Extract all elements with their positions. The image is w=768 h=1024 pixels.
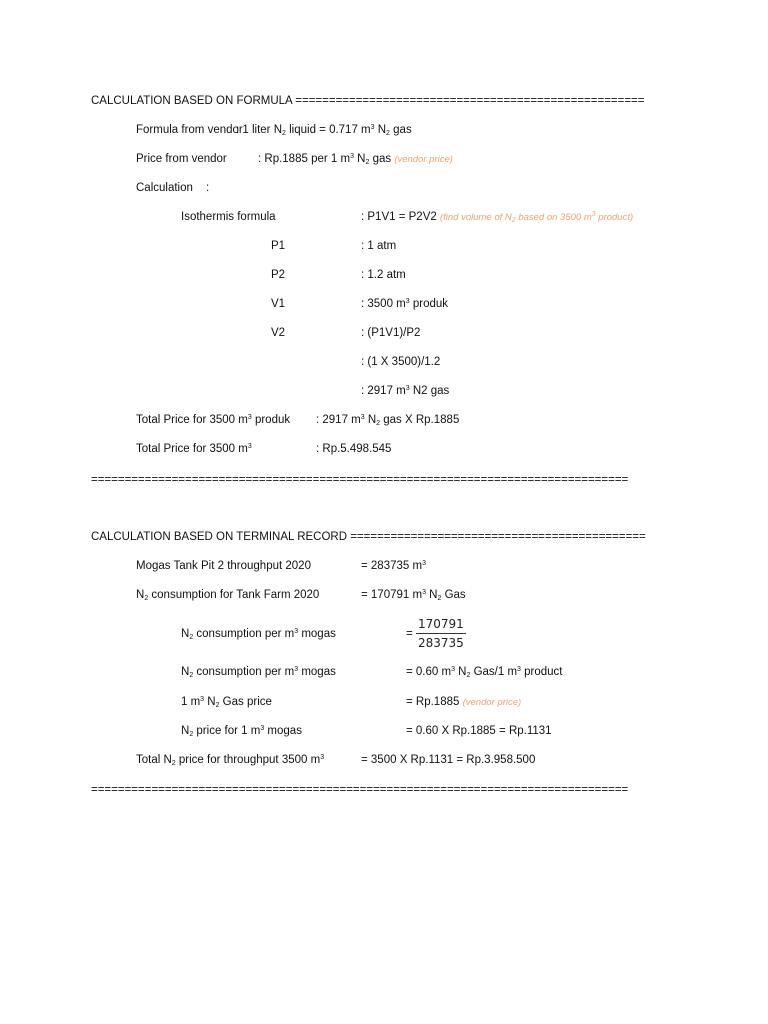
calculation-colon: : (206, 182, 210, 194)
isothermis-label: Isothermis formula (181, 211, 276, 223)
total-price-label: Total Price for 3500 $m^3$ (136, 443, 252, 455)
section1-separator: ================================================================================ (91, 474, 629, 486)
n2-consumption-value: = 170791 $m^3$ $N_2$ Gas (361, 589, 466, 602)
n2-per-mogas-label-2: $N_2$ consumption per $m^3$ mogas (181, 666, 336, 679)
calculation-label: Calculation (136, 182, 193, 194)
total-n2-price-value: = 3500 X Rp.1131 = Rp.3.958.500 (361, 754, 536, 766)
total-price-produk-value: : 2917 $m^3$ $N_2$ gas X Rp.1885 (316, 414, 460, 427)
isothermis-note: (find volume of $N_2$ based on 3500 $m^3$ product) (439, 211, 634, 224)
n2-per-mogas-value: = 0.60 $m^3$ $N_2$ Gas/1 $m^3$ product (406, 666, 563, 679)
gas-price-label: 1 $m^3$ $N_2$ Gas price (181, 696, 272, 709)
vendor-price-note: (vendor price) (394, 154, 453, 165)
total-n2-price-label: Total $N_2$ price for throughput 3500 $m^3$ (136, 754, 325, 767)
n2-per-mogas-eq: = (406, 628, 413, 640)
v2-value: : (P1V1)/P2 (361, 327, 421, 339)
n2-per-mogas-label: $N_2$ consumption per $m^3$ mogas (181, 628, 336, 641)
fraction-denominator: 283735 (418, 636, 464, 650)
total-price-value: : Rp.5.498.545 (316, 443, 392, 455)
p1-value: : 1 atm (361, 240, 397, 252)
mogas-throughput-label: Mogas Tank Pit 2 throughput 2020 (136, 560, 311, 572)
v1-label: V1 (271, 298, 286, 310)
formula-value: : 1 liter $N_2$ liquid = 0.717 $m^3$ $N_2$ gas (236, 124, 412, 137)
v1-value: : 3500 $m^3$ produk (361, 298, 449, 310)
fraction-numerator: 170791 (416, 617, 466, 634)
section1-header: CALCULATION BASED ON FORMULA ==================================================== (91, 95, 645, 107)
gas-price-note: (vendor price) (462, 697, 522, 708)
p2-value: : 1.2 atm (361, 269, 406, 281)
formula-label: Formula from vendor (136, 124, 243, 136)
mogas-throughput-value: = 283735 $m^3$ (361, 560, 426, 572)
n2-price-mogas-label: $N_2$ price for 1 $m^3$ mogas (181, 725, 302, 738)
n2-price-mogas-value: = 0.60 X Rp.1885 = Rp.1131 (406, 725, 552, 737)
gas-price-value: = Rp.1885 (vendor price) (406, 696, 522, 708)
v2-step3: : 2917 $m^3$ N2 gas (361, 385, 450, 397)
p1-label: P1 (271, 240, 286, 252)
section2-separator: ================================================================================ (91, 784, 629, 796)
isothermis-value: : P1V1 = P2V2 (find volume of $N_2$ based on 3500 $m^3$ product) (361, 211, 634, 224)
n2-per-mogas-fraction (416, 617, 466, 650)
price-label: Price from vendor (136, 153, 227, 165)
n2-consumption-label: $N_2$ consumption for Tank Farm 2020 (136, 589, 320, 602)
v2-step2: : (1 X 3500)/1.2 (361, 356, 441, 368)
p2-label: P2 (271, 269, 286, 281)
v2-label: V2 (271, 327, 286, 339)
total-price-produk-label: Total Price for 3500 $m^3$ produk (136, 414, 291, 426)
section2-header: CALCULATION BASED ON TERMINAL RECORD ============================================ (91, 531, 646, 543)
price-value: : Rp.1885 per 1 $m^3$ $N_2$ gas (vendor price) (258, 153, 453, 166)
